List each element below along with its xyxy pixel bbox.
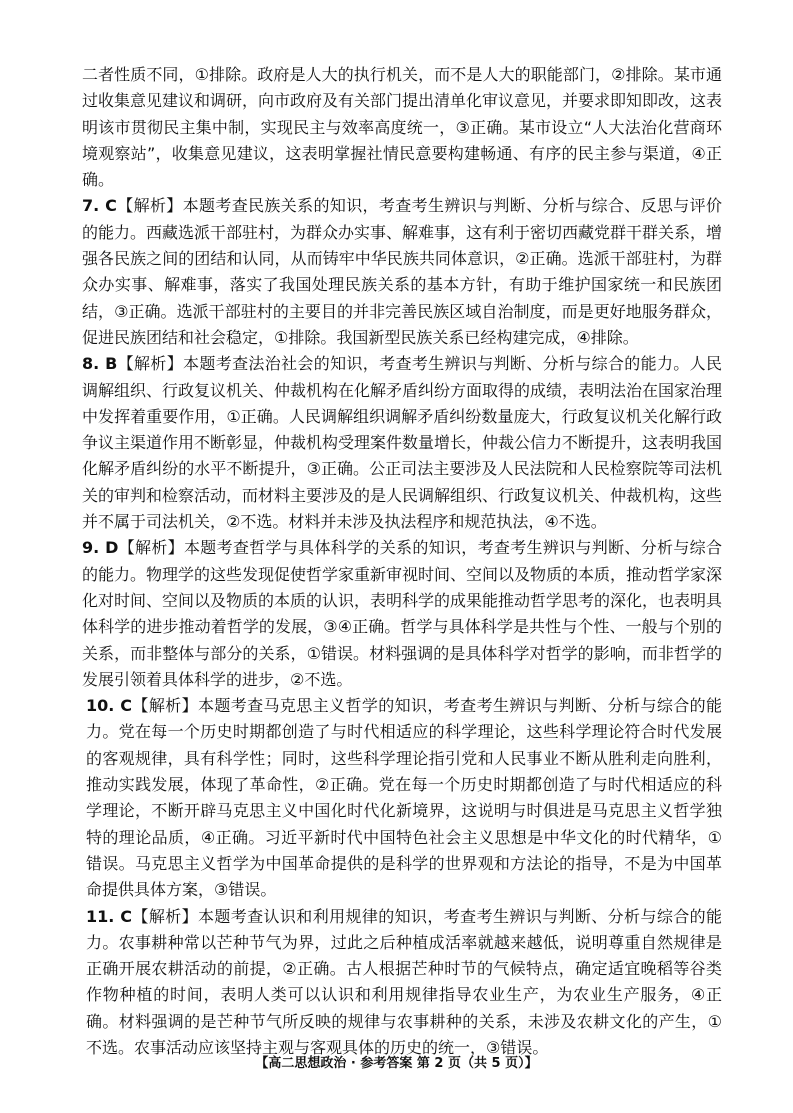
answer-11 <box>82 904 722 1062</box>
answer-11-explanation: 【解析】本题考查认识和利用规律的知识，考查考生辨识与判断、分析与综合的能力。农事耕种常以芒种节气为界，过此之后种植成活率就越来越低，说明尊重自然规律是正确开展农耕活动的前提，②正确。古人根据芒种时节的气候特点，确定适宜晚稻等谷类作物种植的时间，表明人类可以认识和利用规律指导农业生产，为农业生产服务，④正确。材料强调的是芒种节气所反映的规律与农事耕种的关系，未涉及农耕文化的产生，①不选。农事活动应该坚持主观与客观具体的历史的统一，③错误。 <box>86 906 722 1057</box>
page-footer: 【高二思想政治 · 参考答案 第 2 页（共 5 页）】 <box>255 1056 538 1071</box>
answer-10-explanation: 【解析】本题考查马克思主义哲学的知识，考查考生辨识与判断、分析与综合的能力。党在每一个历史时期都创造了与时代相适应的科学理论，这些科学理论符合时代发展的客观规律，具有科学性；同时，这些科学理论指引党和人民事业不断从胜利走向胜利，推动实践发展，体现了革命性，②正确。党在每一个历史时期都创造了与时代相适应的科学理论，不断开辟马克思主义中国化时代化新境界，这说明与时俱进是马克思主义哲学独特的理论品质，④正确。习近平新时代中国特色社会主义思想是中华文化的时代精华，①错误。马克思主义哲学为中国革命提供的是科学的世界观和方法论的指导，不是为中国革命提供具体方案，③错误。 <box>86 696 722 900</box>
answer-10 <box>82 693 722 903</box>
answer-11-number: 11. C <box>86 906 133 926</box>
answer-8-explanation: 【解析】本题考查法治社会的知识，考查考生辨识与判断、分析与综合的能力。人民调解组织、行政复议机关、仲裁机构在化解矛盾纠纷方面取得的成绩，表明法治在国家治理中发挥着重要作用，①正确。人民调解组织调解矛盾纠纷数量庞大，行政复议机关化解行政争议主渠道作用不断彰显，仲裁机构受理案件数量增长，仲裁公信力不断提升，这表明我国化解矛盾纠纷的水平不断提升，③正确。公正司法主要涉及人民法院和人民检察院等司法机关的审判和检察活动，而材料主要涉及的是人民调解组织、行政复议机关、仲裁机构，这些并不属于司法机关，②不选。材料并未涉及执法程序和规范执法，④不选。 <box>82 354 723 532</box>
continued-paragraph: 二者性质不同，①排除。政府是人大的执行机关，而不是人大的职能部门，②排除。某市通过收集意见建议和调研，向市政府及有关部门提出清单化审议意见，并要求即知即改，这表明该市贯彻民主集中制，实现民主与效率高度统一，③正确。某市设立“人大法治化营商环境观察站”，收集意见建议，这表明掌握社情民意要构建畅通、有序的民主参与渠道，④正确。 <box>82 65 723 190</box>
answer-7 <box>82 193 722 351</box>
answer-8 <box>82 351 722 535</box>
answer-9-explanation: 【解析】本题考查哲学与具体科学的关系的知识，考查考生辨识与判断、分析与综合的能力。物理学的这些发现促使哲学家重新审视时间、空间以及物质的本质，推动哲学家深化对时间、空间以及物质的本质的认识，表明科学的成果能推动哲学思考的深化，也表明具体科学的进步推动着哲学的发展，③④正确。哲学与具体科学是共性与个性、一般与个别的关系，而非整体与部分的关系，①错误。材料强调的是具体科学对哲学的影响，而非哲学的发展引领着具体科学的进步，②不选。 <box>82 538 723 689</box>
answer-7-explanation: 【解析】本题考查民族关系的知识，考查考生辨识与判断、分析与综合、反思与评价的能力。西藏选派干部驻村，为群众办实事、解难事，这有利于密切西藏党群干群关系，增强各民族之间的团结和认同，从而铸牢中华民族共同体意识，②正确。选派干部驻村，为群众办实事、解难事，落实了我国处理民族关系的基本方针，有助于维护国家统一和民族团结，③正确。选派干部驻村的主要目的并非完善民族区域自治制度，而是更好地服务群众，促进民族团结和社会稳定，①排除。我国新型民族关系已经构建完成，④排除。 <box>82 196 723 347</box>
answer-8-number: 8. B <box>82 354 118 374</box>
answer-9 <box>82 535 722 693</box>
answer-7-number: 7. C <box>82 196 117 216</box>
answer-10-number: 10. C <box>86 696 133 716</box>
answer-9-number: 9. D <box>82 538 119 558</box>
page-content <box>82 62 722 1061</box>
